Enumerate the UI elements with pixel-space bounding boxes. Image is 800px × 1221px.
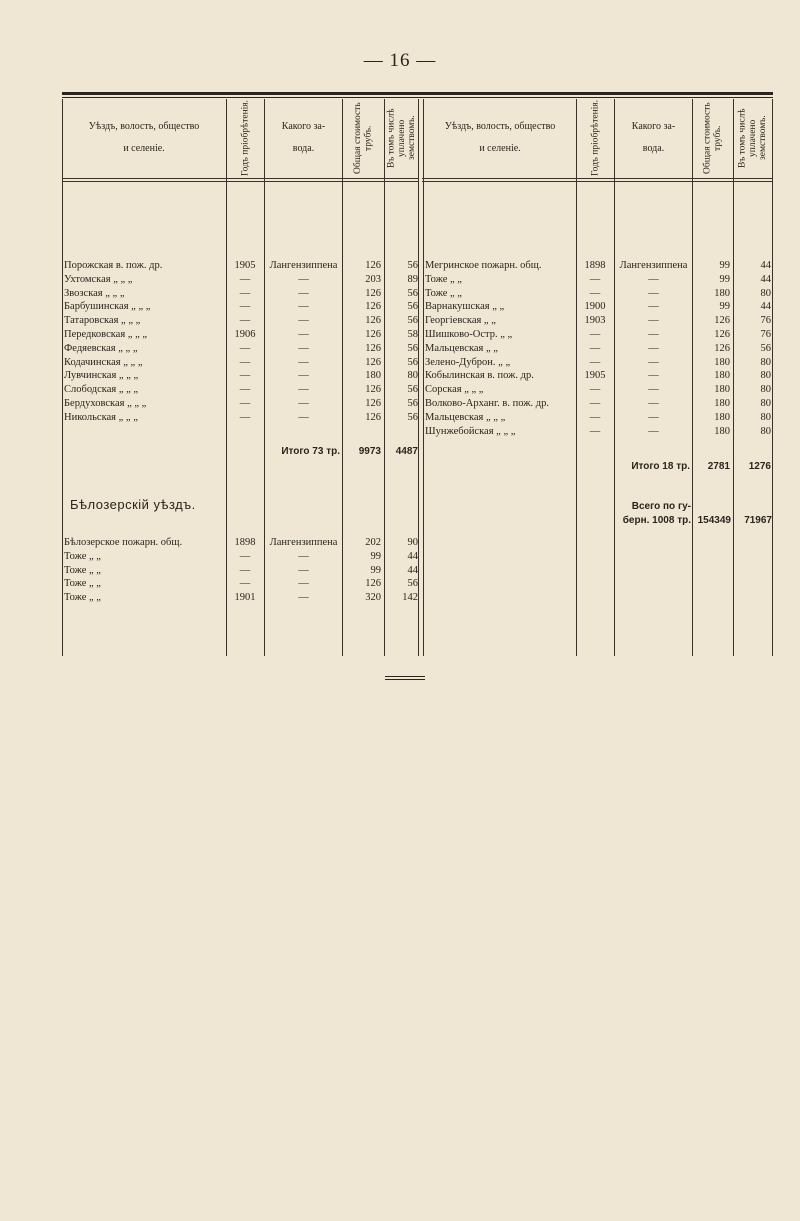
- header-factory-line2: вода.: [292, 143, 315, 154]
- row-paid: 56: [407, 384, 418, 396]
- table-row: [62, 287, 419, 301]
- row-name: Звозская „ „ „: [64, 287, 125, 299]
- row-total: 126: [365, 356, 381, 368]
- row-total: 126: [714, 329, 730, 340]
- header-paid: Въ томъ числѣ уплачено земствомъ.: [386, 108, 418, 168]
- row-name: Тоже „ „: [425, 287, 462, 299]
- row-total: 180: [714, 411, 730, 423]
- left-total-value: 9973: [358, 446, 381, 457]
- row-total: 126: [365, 329, 381, 340]
- header-name-line2: и селеніе.: [123, 143, 165, 154]
- row-factory: Лангензиппена: [269, 537, 338, 548]
- row-total: 126: [365, 301, 381, 313]
- row-paid: 80: [760, 370, 771, 382]
- row-total: 180: [714, 370, 730, 382]
- grand-total-label-line2: берн. 1008 тр.: [622, 515, 691, 526]
- row-paid: 90: [407, 537, 418, 548]
- row-paid: 56: [760, 342, 771, 354]
- row-factory: —: [298, 398, 309, 409]
- table-row: [62, 411, 419, 425]
- row-factory: Лангензиппена: [269, 260, 338, 271]
- row-paid: 58: [407, 329, 418, 340]
- header-name-line1: Уѣздъ, волость, общество: [444, 121, 556, 132]
- row-year: —: [239, 315, 251, 327]
- table-row: [62, 356, 419, 370]
- row-factory: —: [298, 273, 309, 285]
- table-row: [62, 577, 419, 591]
- row-year: 1905: [584, 370, 606, 382]
- row-factory: Лангензиппена: [619, 260, 688, 271]
- row-year: —: [239, 384, 251, 396]
- left-total-paid: 4487: [395, 446, 418, 457]
- row-year: —: [239, 550, 251, 562]
- row-paid: 80: [760, 384, 771, 396]
- row-total: 99: [370, 550, 381, 562]
- row-factory: —: [648, 273, 659, 285]
- row-year: —: [589, 287, 601, 299]
- row-name: Передковская „ „ „: [64, 329, 148, 340]
- row-paid: 80: [760, 411, 771, 423]
- row-name: Георгіевская „ „: [425, 315, 496, 327]
- row-name: Бѣлозерское пожарн. общ.: [64, 537, 183, 548]
- right-total-value: 2781: [707, 461, 730, 472]
- row-paid: 56: [407, 342, 418, 354]
- row-factory: —: [298, 370, 309, 382]
- header-name: [64, 99, 224, 177]
- row-paid: 44: [760, 301, 771, 313]
- grand-total-row: [422, 500, 773, 530]
- row-year: —: [239, 301, 251, 313]
- grand-total-label: [615, 500, 691, 528]
- row-factory: —: [298, 315, 309, 327]
- row-year: —: [589, 398, 601, 409]
- row-year: —: [589, 356, 601, 368]
- row-name: Бердуховская „ „ „: [64, 398, 147, 409]
- table-row: [62, 369, 419, 383]
- row-factory: —: [648, 425, 659, 437]
- row-total: 126: [365, 384, 381, 396]
- table-row: [422, 356, 773, 370]
- table-row: [422, 314, 773, 328]
- row-paid: 56: [407, 398, 418, 409]
- row-name: Кобылинская в. пож. др.: [425, 370, 534, 382]
- row-factory: —: [298, 564, 309, 576]
- row-paid: 80: [407, 370, 418, 382]
- row-total: 126: [365, 398, 381, 409]
- row-year: 1898: [584, 260, 606, 271]
- row-year: 1905: [234, 260, 256, 271]
- row-year: —: [239, 370, 251, 382]
- row-paid: 142: [402, 592, 418, 604]
- row-year: —: [239, 578, 251, 590]
- row-year: —: [589, 329, 601, 340]
- grand-total-label-line1: Всего по гу-: [631, 501, 691, 512]
- table-row: [62, 550, 419, 564]
- header-factory-line1: Какого за-: [281, 121, 326, 132]
- row-total: 126: [714, 342, 730, 354]
- row-total: 99: [370, 564, 381, 576]
- header-factory-line2: вода.: [642, 143, 665, 154]
- row-factory: —: [648, 287, 659, 299]
- row-total: 126: [714, 315, 730, 327]
- row-name: Лувчинская „ „ „: [64, 370, 139, 382]
- table-row: [422, 425, 773, 439]
- row-name: Барбушинская „ „ „: [64, 301, 151, 313]
- row-total: 180: [714, 384, 730, 396]
- row-total: 202: [365, 537, 381, 548]
- row-factory: —: [648, 356, 659, 368]
- table-row: [422, 369, 773, 383]
- row-factory: —: [298, 411, 309, 423]
- top-rule-thin: [62, 97, 773, 98]
- table-row: [422, 397, 773, 411]
- row-paid: 44: [407, 564, 418, 576]
- table-row: [422, 259, 773, 273]
- row-name: Тоже „ „: [64, 592, 101, 604]
- row-year: —: [589, 425, 601, 437]
- row-name: Зелено-Дуброн. „ „: [425, 356, 511, 368]
- table-row: [62, 591, 419, 605]
- header-factory: [265, 99, 342, 177]
- row-paid: 76: [760, 329, 771, 340]
- row-name: Татаровская „ „ „: [64, 315, 141, 327]
- row-factory: —: [298, 592, 309, 604]
- table-row: [62, 342, 419, 356]
- header-year: Годъ пріобрѣтенія.: [590, 99, 601, 177]
- table-row: [422, 411, 773, 425]
- left-total-label: Итого 73 тр.: [281, 446, 340, 457]
- row-factory: —: [298, 329, 309, 340]
- right-half: [422, 99, 773, 656]
- table-row: [62, 314, 419, 328]
- table-row: [62, 564, 419, 578]
- row-paid: 56: [407, 287, 418, 299]
- row-paid: 80: [760, 356, 771, 368]
- row-year: —: [239, 564, 251, 576]
- row-paid: 56: [407, 411, 418, 423]
- row-total: 320: [365, 592, 381, 604]
- row-total: 203: [365, 273, 381, 285]
- row-total: 180: [714, 356, 730, 368]
- ledger-table: [62, 99, 773, 656]
- row-factory: —: [298, 287, 309, 299]
- row-name: Федяевская „ „ „: [64, 342, 138, 354]
- header-name-line1: Уѣздъ, волость, общество: [88, 121, 200, 132]
- row-year: 1903: [584, 315, 606, 327]
- row-year: —: [239, 356, 251, 368]
- row-paid: 89: [407, 273, 418, 285]
- table-row: [422, 342, 773, 356]
- header-year: Годъ пріобрѣтенія.: [240, 99, 251, 177]
- closing-rule-thin: [385, 679, 425, 680]
- row-paid: 56: [407, 315, 418, 327]
- row-name: Тоже „ „: [64, 578, 101, 590]
- left-half: [62, 99, 419, 656]
- row-total: 126: [365, 260, 381, 271]
- table-row: [62, 259, 419, 273]
- row-factory: —: [648, 342, 659, 354]
- row-factory: —: [648, 398, 659, 409]
- row-total: 126: [365, 315, 381, 327]
- right-total-row: [422, 460, 773, 474]
- row-name: Шишково-Остр. „ „: [425, 329, 513, 340]
- row-paid: 56: [407, 356, 418, 368]
- table-row: [62, 536, 419, 550]
- right-total-label: Итого 18 тр.: [631, 461, 690, 472]
- row-factory: —: [648, 411, 659, 423]
- row-name: Мегринское пожарн. общ.: [425, 260, 542, 271]
- row-total: 99: [719, 260, 730, 271]
- row-paid: 56: [407, 301, 418, 313]
- row-year: —: [589, 384, 601, 396]
- row-year: —: [239, 398, 251, 409]
- header-name-line2: и селеніе.: [479, 143, 521, 154]
- row-total: 126: [365, 287, 381, 299]
- row-factory: —: [298, 301, 309, 313]
- row-year: 1901: [234, 592, 256, 604]
- row-name: Варнакушская „ „: [425, 301, 505, 313]
- row-year: 1900: [584, 301, 606, 313]
- row-total: 180: [714, 425, 730, 437]
- table-row: [62, 383, 419, 397]
- row-name: Тоже „ „: [64, 564, 101, 576]
- header-rule: [62, 181, 419, 182]
- row-paid: 80: [760, 398, 771, 409]
- table-row: [62, 300, 419, 314]
- row-factory: —: [648, 301, 659, 313]
- row-name: Шунжебойская „ „ „: [425, 425, 516, 437]
- row-total: 126: [365, 411, 381, 423]
- table-row: [422, 287, 773, 301]
- row-paid: 44: [760, 273, 771, 285]
- row-paid: 56: [407, 578, 418, 590]
- row-name: Порожская в. пож. др.: [64, 260, 163, 271]
- row-factory: —: [298, 550, 309, 562]
- row-paid: 44: [407, 550, 418, 562]
- row-name: Мальцевская „ „: [425, 342, 498, 354]
- row-name: Ухтомская „ „ „: [64, 273, 133, 285]
- table-row: [422, 328, 773, 342]
- grand-total-paid: 71967: [744, 515, 772, 526]
- row-total: 180: [714, 398, 730, 409]
- header-rule: [62, 178, 419, 179]
- grand-total-value: 154349: [697, 515, 731, 526]
- table-row: [62, 273, 419, 287]
- row-name: Слободская „ „ „: [64, 384, 139, 396]
- row-paid: 80: [760, 287, 771, 299]
- row-paid: 76: [760, 315, 771, 327]
- top-rule: [62, 92, 773, 95]
- row-name: Кодачинская „ „ „: [64, 356, 143, 368]
- row-year: 1906: [234, 329, 256, 340]
- row-year: —: [239, 411, 251, 423]
- row-year: 1898: [234, 537, 256, 548]
- row-total: 99: [719, 301, 730, 313]
- left-total-row: [62, 445, 419, 459]
- table-row: [62, 328, 419, 342]
- row-factory: —: [648, 370, 659, 382]
- row-total: 180: [714, 287, 730, 299]
- header-factory: [615, 99, 692, 177]
- row-year: —: [239, 287, 251, 299]
- row-factory: —: [648, 384, 659, 396]
- header-total: Общая стоимость трубъ.: [702, 102, 723, 174]
- row-year: —: [239, 342, 251, 354]
- row-name: Никольская „ „ „: [64, 411, 138, 423]
- row-year: —: [589, 273, 601, 285]
- row-factory: —: [648, 329, 659, 340]
- section-title-belozersky: Бѣлозерскій уѣздъ.: [70, 497, 196, 512]
- header-paid: Въ томъ числѣ уплачено земствомъ.: [737, 108, 769, 168]
- row-factory: —: [298, 356, 309, 368]
- row-total: 126: [365, 578, 381, 590]
- row-year: —: [589, 342, 601, 354]
- row-name: Сорская „ „ „: [425, 384, 484, 396]
- row-year: —: [589, 411, 601, 423]
- row-name: Волково-Арханг. в. пож. др.: [425, 398, 549, 409]
- header-rule: [422, 181, 773, 182]
- header-name: [426, 99, 574, 177]
- row-factory: —: [298, 384, 309, 396]
- row-name: Мальцевская „ „ „: [425, 411, 506, 423]
- right-total-paid: 1276: [748, 461, 771, 472]
- row-factory: —: [298, 578, 309, 590]
- table-row: [422, 383, 773, 397]
- page-number: — 16 —: [363, 50, 437, 71]
- row-name: Тоже „ „: [64, 550, 101, 562]
- table-row: [422, 273, 773, 287]
- closing-rule: [385, 676, 425, 677]
- row-factory: —: [648, 315, 659, 327]
- row-total: 180: [365, 370, 381, 382]
- row-paid: 80: [760, 425, 771, 437]
- table-row: [62, 397, 419, 411]
- row-name: Тоже „ „: [425, 273, 462, 285]
- header-rule: [422, 178, 773, 179]
- header-total: Общая стоимость трубъ.: [353, 102, 374, 174]
- row-year: —: [239, 273, 251, 285]
- row-factory: —: [298, 342, 309, 354]
- row-total: 126: [365, 342, 381, 354]
- row-paid: 56: [407, 260, 418, 271]
- header-factory-line1: Какого за-: [631, 121, 676, 132]
- row-total: 99: [719, 273, 730, 285]
- table-row: [422, 300, 773, 314]
- row-paid: 44: [760, 260, 771, 271]
